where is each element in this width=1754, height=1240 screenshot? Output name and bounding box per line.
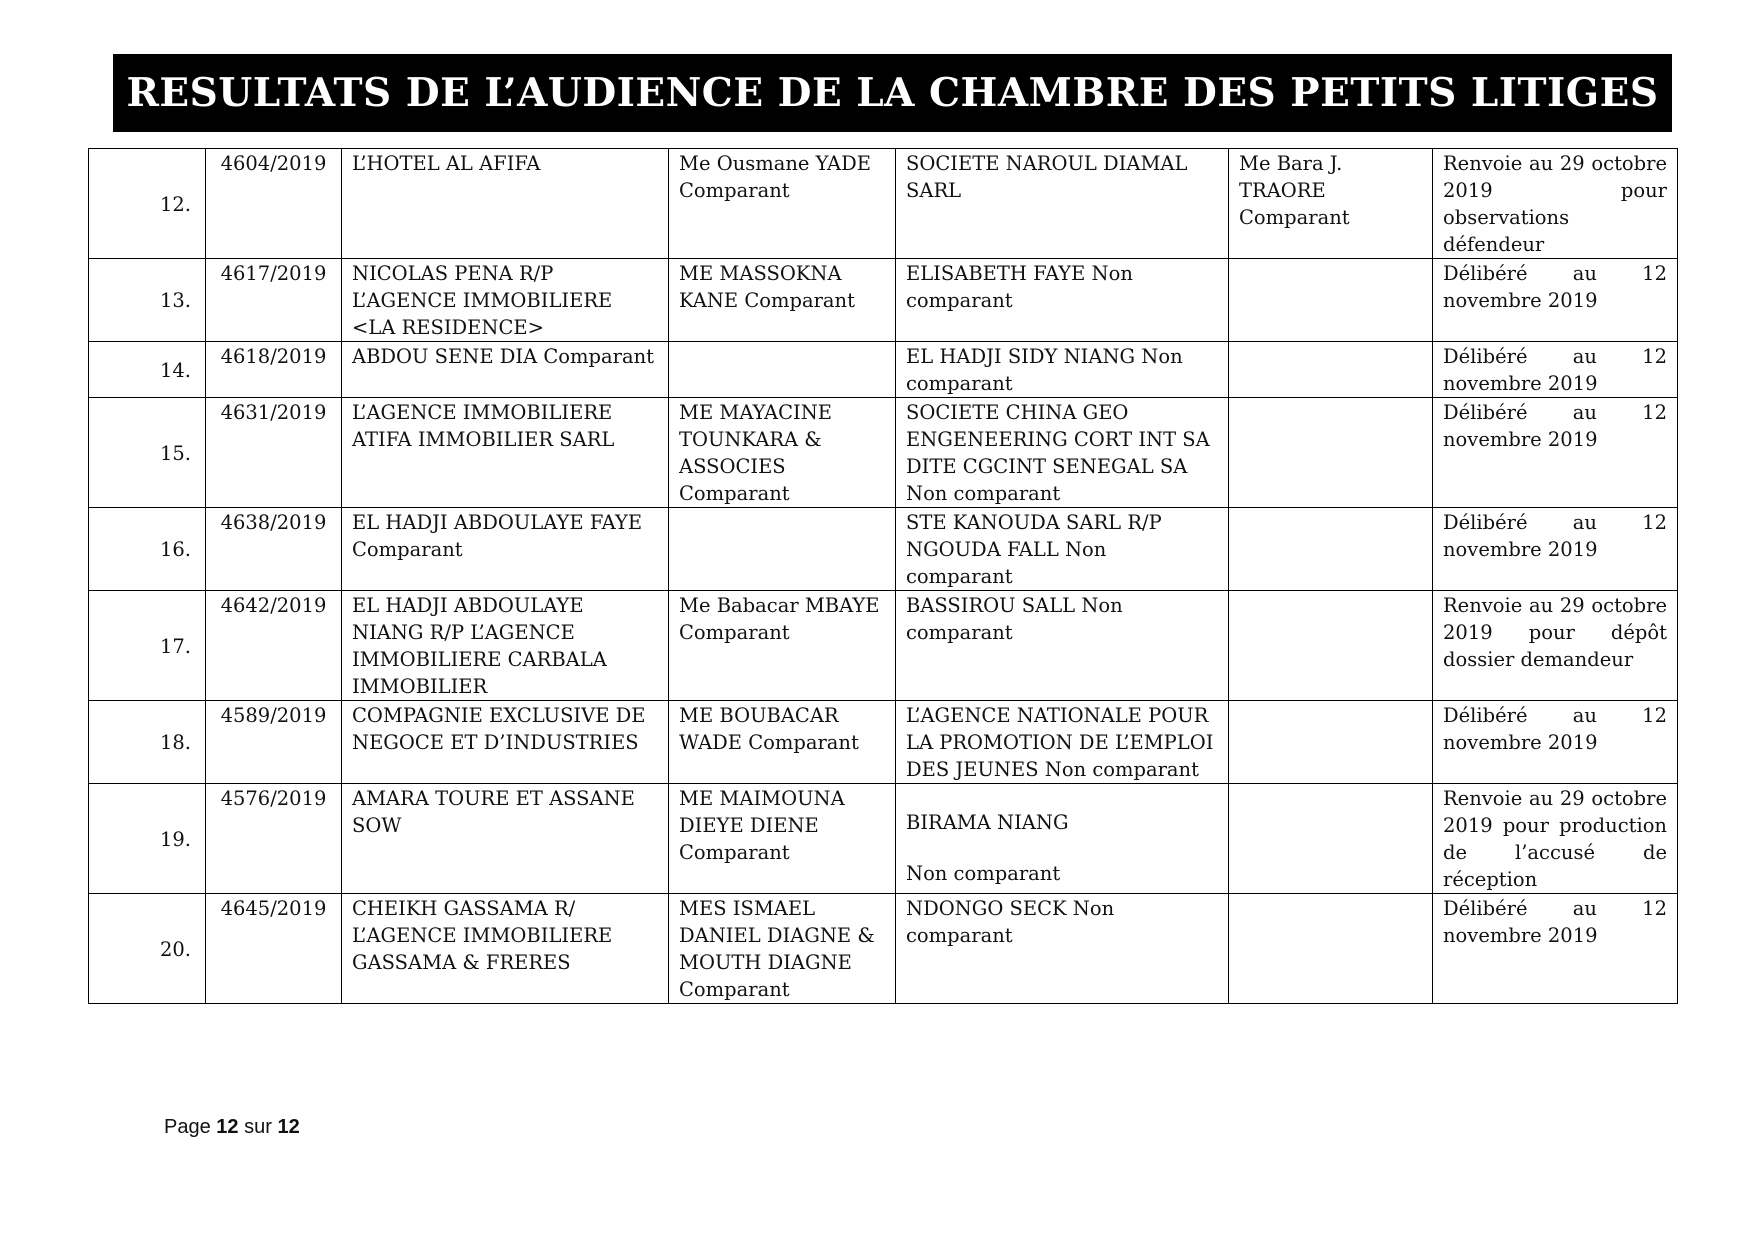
page-total: 12 xyxy=(277,1116,300,1138)
defendant: L’AGENCE NATIONALE POUR LA PROMOTION DE L’EMPLOI DES JEUNES Non comparant xyxy=(896,701,1229,784)
defendant-counsel xyxy=(1229,342,1433,398)
plaintiff: NICOLAS PENA R/P L’AGENCE IMMOBILIERE <LA RESIDENCE> xyxy=(342,259,669,342)
plaintiff-counsel: ME BOUBACAR WADE Comparant xyxy=(669,701,896,784)
decision: Délibéré au 12 novembre 2019 xyxy=(1433,259,1678,342)
page-footer xyxy=(164,1116,300,1139)
decision: Délibéré au 12 novembre 2019 xyxy=(1433,701,1678,784)
row-number: 19. xyxy=(89,784,206,894)
row-number: 16. xyxy=(89,508,206,591)
case-number: 4638/2019 xyxy=(206,508,342,591)
defendant-counsel xyxy=(1229,398,1433,508)
case-results-table xyxy=(88,148,1678,1004)
table-row xyxy=(89,398,1678,508)
table-row xyxy=(89,784,1678,894)
table-row xyxy=(89,701,1678,784)
case-number: 4589/2019 xyxy=(206,701,342,784)
plaintiff-counsel: Me Babacar MBAYE Comparant xyxy=(669,591,896,701)
plaintiff-counsel xyxy=(669,508,896,591)
defendant-counsel xyxy=(1229,894,1433,1004)
defendant: SOCIETE CHINA GEO ENGENEERING CORT INT SA DITE CGCINT SENEGAL SA Non comparant xyxy=(896,398,1229,508)
plaintiff: L’HOTEL AL AFIFA xyxy=(342,149,669,259)
defendant: BASSIROU SALL Non comparant xyxy=(896,591,1229,701)
row-number: 17. xyxy=(89,591,206,701)
plaintiff: L’AGENCE IMMOBILIERE ATIFA IMMOBILIER SARL xyxy=(342,398,669,508)
of-word: sur xyxy=(244,1116,272,1138)
decision: Délibéré au 12 novembre 2019 xyxy=(1433,508,1678,591)
decision: Délibéré au 12 novembre 2019 xyxy=(1433,342,1678,398)
table-row xyxy=(89,591,1678,701)
case-number: 4618/2019 xyxy=(206,342,342,398)
decision: Renvoie au 29 octobre 2019 pour production de l’accusé de réception xyxy=(1433,784,1678,894)
plaintiff-counsel: Me Ousmane YADE Comparant xyxy=(669,149,896,259)
page-current: 12 xyxy=(216,1116,239,1138)
plaintiff: COMPAGNIE EXCLUSIVE DE NEGOCE ET D’INDUSTRIES xyxy=(342,701,669,784)
plaintiff-counsel: ME MAIMOUNA DIEYE DIENE Comparant xyxy=(669,784,896,894)
defendant-counsel xyxy=(1229,259,1433,342)
plaintiff: ABDOU SENE DIA Comparant xyxy=(342,342,669,398)
row-number: 20. xyxy=(89,894,206,1004)
defendant-counsel xyxy=(1229,591,1433,701)
case-number: 4604/2019 xyxy=(206,149,342,259)
plaintiff-counsel: ME MAYACINE TOUNKARA & ASSOCIES Comparant xyxy=(669,398,896,508)
plaintiff-counsel: MES ISMAEL DANIEL DIAGNE & MOUTH DIAGNE Comparant xyxy=(669,894,896,1004)
row-number: 15. xyxy=(89,398,206,508)
case-number: 4645/2019 xyxy=(206,894,342,1004)
case-number: 4617/2019 xyxy=(206,259,342,342)
defendant: ELISABETH FAYE Non comparant xyxy=(896,259,1229,342)
plaintiff-counsel xyxy=(669,342,896,398)
defendant-counsel xyxy=(1229,701,1433,784)
plaintiff: CHEIKH GASSAMA R/ L’AGENCE IMMOBILIERE GASSAMA & FRERES xyxy=(342,894,669,1004)
row-number: 18. xyxy=(89,701,206,784)
table-row xyxy=(89,508,1678,591)
plaintiff: EL HADJI ABDOULAYE FAYE Comparant xyxy=(342,508,669,591)
defendant-counsel: Me Bara J. TRAORE Comparant xyxy=(1229,149,1433,259)
defendant: EL HADJI SIDY NIANG Non comparant xyxy=(896,342,1229,398)
table-row xyxy=(89,342,1678,398)
row-number: 13. xyxy=(89,259,206,342)
defendant: SOCIETE NAROUL DIAMAL SARL xyxy=(896,149,1229,259)
defendant-name: BIRAMA NIANG xyxy=(906,811,1069,834)
defendant-counsel xyxy=(1229,508,1433,591)
row-number: 14. xyxy=(89,342,206,398)
decision: Renvoie au 29 octobre 2019 pour dépôt dossier demandeur xyxy=(1433,591,1678,701)
case-number: 4576/2019 xyxy=(206,784,342,894)
plaintiff: EL HADJI ABDOULAYE NIANG R/P L’AGENCE IMMOBILIERE CARBALA IMMOBILIER xyxy=(342,591,669,701)
table-row xyxy=(89,149,1678,259)
table-row xyxy=(89,894,1678,1004)
plaintiff-counsel: ME MASSOKNA KANE Comparant xyxy=(669,259,896,342)
defendant xyxy=(896,784,1229,894)
defendant: NDONGO SECK Non comparant xyxy=(896,894,1229,1004)
table-row xyxy=(89,259,1678,342)
case-number: 4642/2019 xyxy=(206,591,342,701)
case-number: 4631/2019 xyxy=(206,398,342,508)
page-title-banner xyxy=(113,54,1672,132)
decision: Délibéré au 12 novembre 2019 xyxy=(1433,398,1678,508)
page-word: Page xyxy=(164,1116,211,1138)
plaintiff: AMARA TOURE ET ASSANE SOW xyxy=(342,784,669,894)
defendant: STE KANOUDA SARL R/P NGOUDA FALL Non comparant xyxy=(896,508,1229,591)
defendant-status: Non comparant xyxy=(906,862,1061,885)
decision: Délibéré au 12 novembre 2019 xyxy=(1433,894,1678,1004)
row-number: 12. xyxy=(89,149,206,259)
defendant-counsel xyxy=(1229,784,1433,894)
page-title: RESULTATS DE L’AUDIENCE DE LA CHAMBRE DES PETITS LITIGES xyxy=(126,70,1659,116)
decision: Renvoie au 29 octobre 2019 pour observations défendeur xyxy=(1433,149,1678,259)
